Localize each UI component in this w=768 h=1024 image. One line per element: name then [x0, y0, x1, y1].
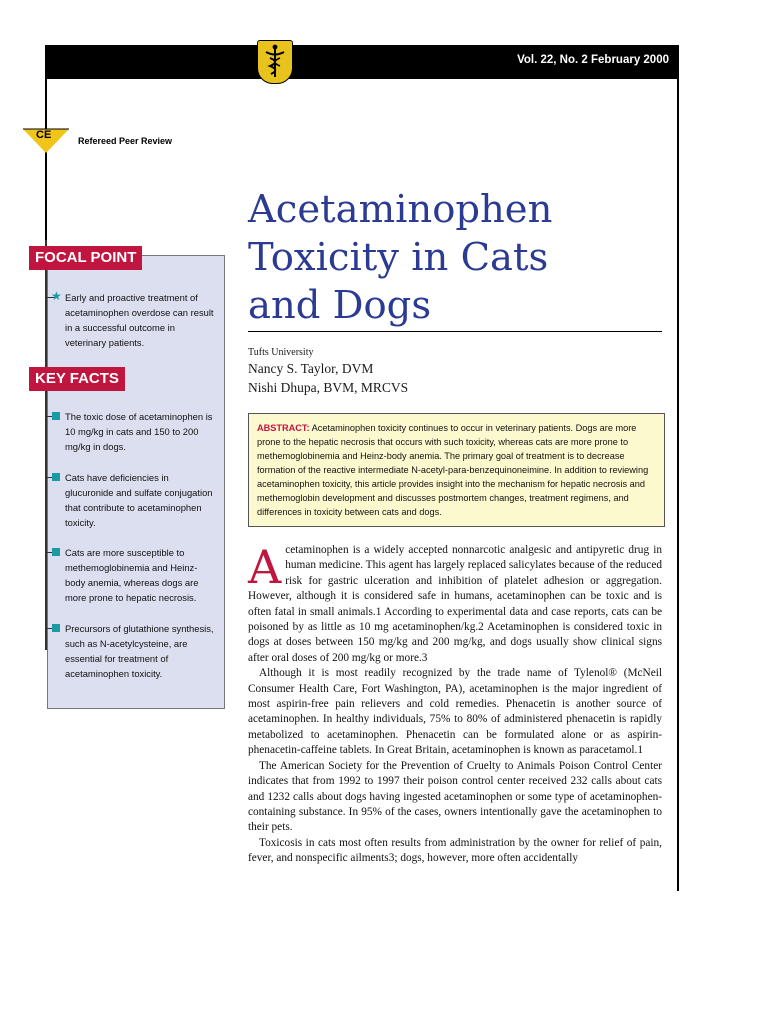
- title-rule: [248, 331, 662, 332]
- affiliation: Tufts University: [248, 347, 314, 358]
- title-line-3: and Dogs: [248, 283, 432, 328]
- focal-point-text: Early and proactive treatment of acetaminophen overdose can result in a successful outcome in veterinary patients.: [65, 292, 214, 348]
- drop-cap: A: [248, 540, 282, 594]
- author-1: Nancy S. Taylor, DVM: [248, 361, 374, 376]
- square-bullet-icon: [52, 548, 60, 556]
- square-bullet-icon: [52, 624, 60, 632]
- body-paragraph-1-text: cetaminophen is a widely accepted nonnarcotic analgesic and antipyretic drug in human medicine. This agent has largely replaced salicylates because of the reduced risk for gastric ulceration and inhibition of platelet adhesion or aggregation. However, although it is considered safe in humans, acetaminophen can be toxic and is often fatal in small animals.1 According to experimental data and case reports, cats can be poisoned by as little as 10 mg acetaminophen/kg.2 Acetaminophen is considered toxic in dogs at doses between 150 mg/kg and 200 mg/kg, and dogs usually show clinical signs after oral doses of 200 mg/kg or more.3: [248, 544, 662, 664]
- caduceus-icon: [257, 40, 293, 84]
- body-paragraph-4: Toxicosis in cats most often results from administration by the owner for relief of pain, fever, and nonspecific ailments3; dogs, however, more often accidentally: [248, 836, 662, 865]
- right-frame-rule: [677, 79, 679, 891]
- sidebar-rule: [45, 240, 47, 650]
- header-bar: [45, 45, 679, 79]
- ce-badge-label: CE: [36, 129, 52, 141]
- square-bullet-icon: [52, 412, 60, 420]
- refereed-label: Refereed Peer Review: [78, 136, 173, 146]
- abstract-text: Acetaminophen toxicity continues to occur in veterinary patients. Dogs are more prone to the hepatic necrosis that occurs with such toxicity, whereas cats are more prone to methemoglobinemia and Heinz-body anemia. The primary goal of treatment is to decrease formation of the reactive intermediate N-acetyl-para-benzequinoneimine. In addition to reviewing acetaminophen toxicity, this article provides insight into the mechanism for hepatic necrosis and methemoglobin development and discusses postmortem changes, treatment regimens, and differences in toxicity between cats and dogs.: [257, 423, 649, 517]
- author-2: Nishi Dhupa, BVM, MRCVS: [248, 380, 409, 395]
- key-facts-heading: KEY FACTS: [29, 367, 125, 391]
- key-fact-3: Cats are more susceptible to methemoglobinemia and Heinz-body anemia, whereas dogs are more prone to hepatic necrosis.: [65, 547, 199, 603]
- abstract-label: ABSTRACT:: [257, 423, 310, 433]
- star-icon: ★: [51, 289, 62, 303]
- body-paragraph-3: The American Society for the Prevention of Cruelty to Animals Poison Control Center indicates that from 1992 to 1997 their poison control center received 232 calls about cats and 1232 calls about dogs having ingested acetaminophen or some type of acetaminophen-containing substance. In 95% of the cases, owners intentionally gave the acetaminophen to their pets.: [248, 759, 662, 834]
- article-title: [248, 186, 668, 330]
- left-frame-rule: [45, 79, 47, 241]
- body-paragraph-1: [248, 540, 662, 666]
- title-line-2: Toxicity in Cats: [248, 235, 549, 280]
- title-line-1: Acetaminophen: [248, 187, 553, 232]
- focal-point-heading: FOCAL POINT: [29, 246, 142, 270]
- abstract-box: [248, 413, 665, 527]
- article-body: [248, 540, 662, 867]
- square-bullet-icon: [52, 473, 60, 481]
- key-fact-2: Cats have deficiencies in glucuronide and sulfate conjugation that contribute to acetaminophen toxicity.: [65, 472, 213, 528]
- issue-info: Vol. 22, No. 2 February 2000: [517, 54, 669, 66]
- key-fact-4: Precursors of glutathione synthesis, such as N-acetylcysteine, are essential for treatment of acetaminophen toxicity.: [65, 623, 214, 679]
- body-paragraph-2: Although it is most readily recognized by the trade name of Tylenol® (McNeil Consumer Health Care, Fort Washington, PA), acetaminophen is the major ingredient of most aspirin-free pain relievers and cold remedies. Phenacetin is another source of acetaminophen. In healthy individuals, 75% to 80% of administered phenacetin is rapidly metabolized to acetaminophen. Phenacetin can be formulated alone or as aspirin-phenacetin-caffeine tablets. In Great Britain, acetaminophen is known as paracetamol.1: [248, 667, 662, 757]
- key-fact-1: The toxic dose of acetaminophen is 10 mg/kg in cats and 150 to 200 mg/kg in dogs.: [65, 411, 213, 452]
